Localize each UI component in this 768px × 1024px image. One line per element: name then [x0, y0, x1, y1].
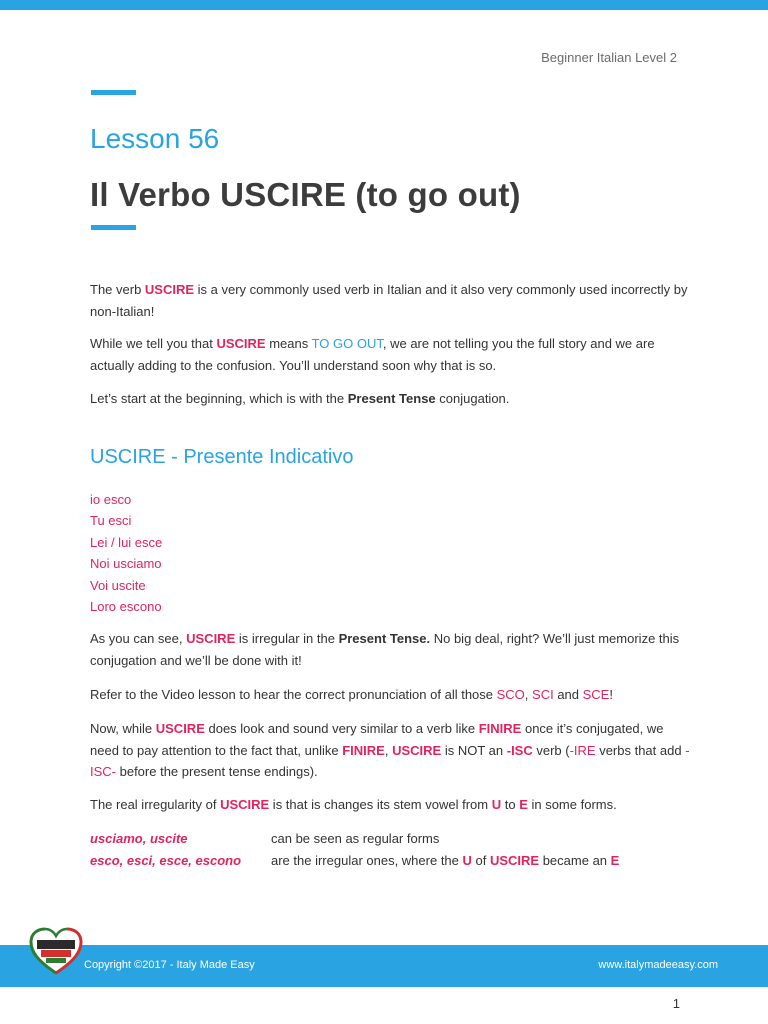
conjugation-loro: Loro escono [90, 599, 162, 615]
intro-paragraph-1: The verb USCIRE is a very commonly used verb in Italian and it also very commonly used incorrectly by non-Italian! [90, 282, 688, 319]
course-level: Beginner Italian Level 2 [541, 50, 677, 65]
lesson-title: Il Verbo USCIRE (to go out) [90, 176, 521, 213]
conjugation-tu: Tu esci [90, 513, 132, 529]
footer-bar [0, 945, 768, 987]
forms-row-irregular: esco, esci, esce, escono are the irregular ones, where the U of USCIRE became an E [90, 853, 620, 868]
italy-made-easy-logo [28, 926, 84, 976]
page-number: 1 [672, 996, 680, 1011]
accent-line-top [91, 90, 136, 95]
forms-row-regular: usciamo, uscite can be seen as regular forms [90, 831, 440, 846]
website-link[interactable]: www.italymadeeasy.com [598, 959, 718, 971]
body-paragraph-2: Refer to the Video lesson to hear the correct pronunciation of all those SCO, SCI and SCE! [90, 687, 613, 702]
lesson-number: Lesson 56 [90, 123, 220, 154]
conjugation-io: io esco [90, 492, 132, 507]
intro-paragraph-3: Let’s start at the beginning, which is with the Present Tense conjugation. [90, 391, 510, 406]
intro-paragraph-2: While we tell you that USCIRE means TO GO OUT, we are not telling you the full story and we are actually adding to the confusion. You’ll understand soon why that is so. [90, 336, 655, 373]
body-paragraph-1: As you can see, USCIRE is irregular in the Present Tense. No big deal, right? We’ll just memorize this conjugation and we’ll be done with it! [90, 631, 680, 668]
body-paragraph-4: The real irregularity of USCIRE is that is changes its stem vowel from U to E in some forms. [90, 797, 617, 812]
conjugation-noi: Noi usciamo [90, 556, 162, 572]
conjugation-lei-lui: Lei / lui esce [90, 534, 163, 550]
conjugation-list [90, 489, 162, 617]
section-title: USCIRE - Presente Indicativo [90, 446, 354, 468]
top-bar [0, 0, 768, 10]
conjugation-voi: Voi uscite [90, 577, 146, 593]
copyright: Copyright ©2017 - Italy Made Easy [84, 959, 255, 971]
body-paragraph-3: Now, while USCIRE does look and sound very similar to a verb like FINIRE once it’s conjugated, we need to pay attention to the fact that, unlike FINIRE, USCIRE is NOT an -ISC verb (-IRE verbs that add -ISC- before the present tense endings). [90, 721, 690, 779]
accent-line-bottom [91, 225, 136, 230]
